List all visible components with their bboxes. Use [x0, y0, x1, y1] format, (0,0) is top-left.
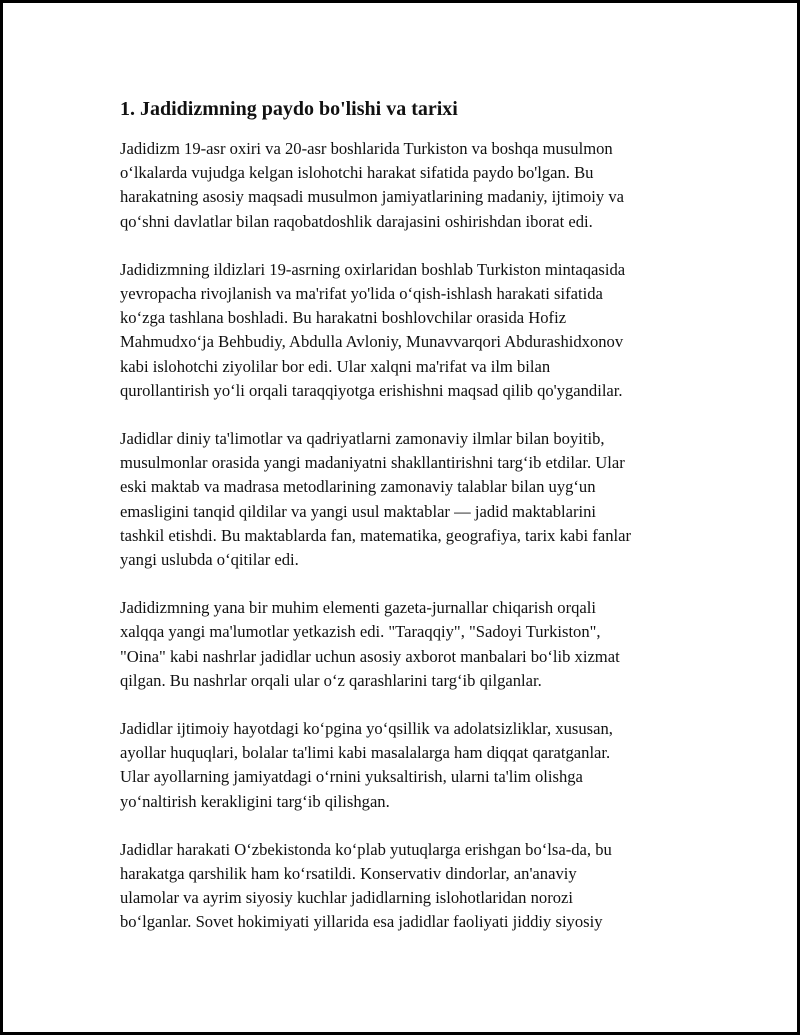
text-line: ayollar huquqlari, bolalar ta'limi kabi masalalarga ham diqqat qaratganlar.: [120, 743, 611, 763]
text-line: "Oina" kabi nashrlar jadidlar uchun asosiy axborot manbalari boʻlib xizmat: [120, 646, 620, 666]
text-line: emasligini tanqid qildilar va yangi usul maktablar — jadid maktablarini: [120, 501, 597, 521]
text-line: Jadidlar harakati Oʻzbekistonda koʻplab yutuqlarga erishgan boʻlsa-da, bu: [120, 839, 612, 859]
text-line: yangi uslubda oʻqitilar edi.: [120, 550, 299, 570]
text-line: qurollantirish yoʻli orqali taraqqiyotga erishishni maqsad qilib qo'ygandilar.: [120, 380, 623, 400]
text-line: qilgan. Bu nashrlar orqali ular oʻz qarashlarini targʻib qilganlar.: [120, 670, 542, 690]
text-line: yoʻnaltirish kerakligini targʻib qilishgan.: [120, 791, 390, 811]
paragraph-3: [120, 427, 695, 572]
paragraph-2: [120, 258, 695, 403]
text-line: musulmonlar orasida yangi madaniyatni shakllantirishni targʻib etdilar. Ular: [120, 453, 625, 473]
text-line: boʻlganlar. Sovet hokimiyati yillarida esa jadidlar faoliyati jiddiy siyosiy: [120, 912, 603, 932]
text-line: Jadidlar diniy ta'limotlar va qadriyatlarni zamonaviy ilmlar bilan boyitib,: [120, 429, 605, 449]
text-line: kabi islohotchi ziyolilar bor edi. Ular xalqni ma'rifat va ilm bilan: [120, 356, 551, 376]
paragraph-1: [120, 137, 695, 234]
document-body: [120, 95, 695, 959]
text-line: Jadidizmning yana bir muhim elementi gazeta-jurnallar chiqarish orqali: [120, 598, 596, 618]
text-line: Ular ayollarning jamiyatdagi oʻrnini yuksaltirish, ularni ta'lim olishga: [120, 767, 583, 787]
text-line: eski maktab va madrasa metodlarining zamonaviy talablar bilan uygʻun: [120, 477, 596, 497]
paragraph-6: [120, 838, 695, 935]
paragraph-5: [120, 717, 695, 814]
text-line: qoʻshni davlatlar bilan raqobatdoshlik darajasini oshirishdan iborat edi.: [120, 211, 593, 231]
text-line: oʻlkalarda vujudga kelgan islohotchi harakat sifatida paydo bo'lgan. Bu: [120, 163, 594, 183]
text-line: tashkil etishdi. Bu maktablarda fan, matematika, geografiya, tarix kabi fanlar: [120, 525, 631, 545]
text-line: harakatga qarshilik ham koʻrsatildi. Konservativ dindorlar, an'anaviy: [120, 864, 577, 884]
section-heading: 1. Jadidizmning paydo bo'lishi va tarixi: [120, 98, 458, 120]
text-line: Jadidizmning ildizlari 19-asrning oxirlaridan boshlab Turkiston mintaqasida: [120, 259, 626, 279]
text-line: ulamolar va ayrim siyosiy kuchlar jadidlarning islohotlaridan norozi: [120, 888, 573, 908]
text-line: Jadidlar ijtimoiy hayotdagi koʻpgina yoʻqsillik va adolatsizliklar, xususan,: [120, 719, 613, 739]
text-line: koʻzga tashlana boshladi. Bu harakatni boshlovchilar orasida Hofiz: [120, 308, 567, 328]
text-line: harakatning asosiy maqsadi musulmon jamiyatlarining madaniy, ijtimoiy va: [120, 187, 625, 207]
paragraph-4: [120, 596, 695, 693]
text-line: Mahmudxoʻja Behbudiy, Abdulla Avloniy, Munavvarqori Abdurashidxonov: [120, 332, 624, 352]
text-line: Jadidizm 19-asr oxiri va 20-asr boshlarida Turkiston va boshqa musulmon: [120, 139, 613, 158]
text-line: xalqqa yangi ma'lumotlar yetkazish edi. "Taraqqiy", "Sadoyi Turkiston",: [120, 622, 601, 642]
text-line: yevropacha rivojlanish va ma'rifat yo'lida oʻqish-ishlash harakati sifatida: [120, 284, 603, 304]
